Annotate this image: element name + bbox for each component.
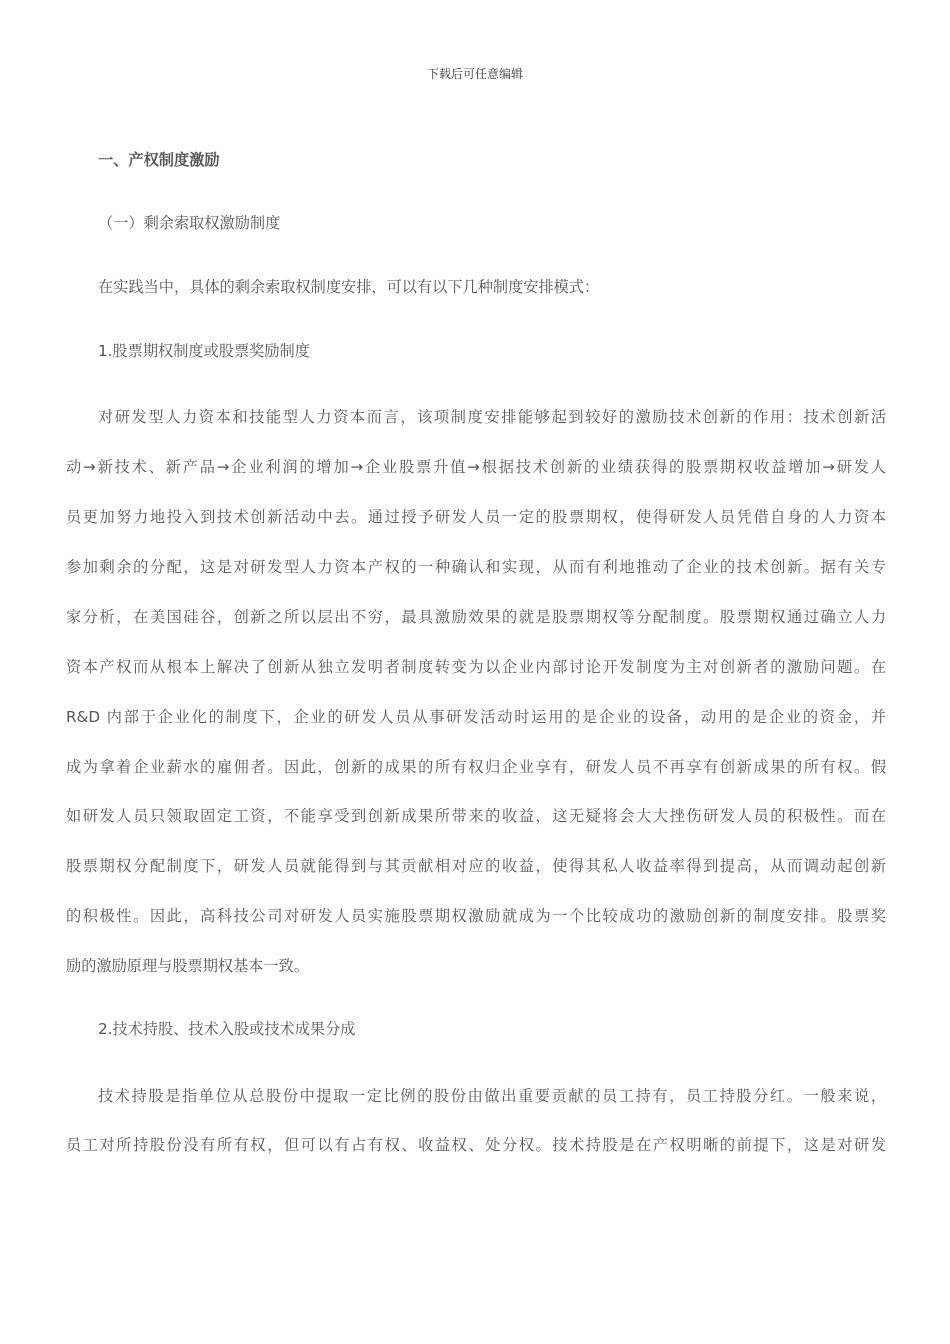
paragraph-line: 资本产权而从根本上解决了创新从独立发明者制度转变为以企业内部讨论开发制度为主对创新者的激励问题。在 xyxy=(66,658,886,676)
section-title: 一、产权制度激励 xyxy=(98,151,220,169)
paragraph-line: 参加剩余的分配，这是对研发型人力资本产权的一种确认和实现，从而有利地推动了企业的技术创新。据有关专 xyxy=(66,558,886,576)
paragraph-line: R&D 内部于企业化的制度下，企业的研发人员从事研发活动时运用的是企业的设备，动用的是企业的资金，并 xyxy=(66,708,886,726)
paragraph-line: 员工对所持股份没有所有权，但可以有占有权、收益权、处分权。技术持股是在产权明晰的前提下，这是对研发 xyxy=(66,1136,886,1154)
header-note: 下载后可任意编辑 xyxy=(426,67,523,81)
paragraph-line: 如研发人员只领取固定工资，不能享受到创新成果所带来的收益，这无疑将会大大挫伤研发人员的积极性。而在 xyxy=(66,807,886,825)
subsection-title: （一）剩余索取权激励制度 xyxy=(98,214,281,232)
paragraph-line: 员更加努力地投入到技术创新活动中去。通过授予研发人员一定的股票期权，使得研发人员凭借自身的人力资本 xyxy=(66,508,886,526)
intro-paragraph: 在实践当中，具体的剩余索取权制度安排，可以有以下几种制度安排模式： xyxy=(98,278,600,296)
paragraph-line: 动→新技术、新产品→企业利润的增加→企业股票升值→根据技术创新的业绩获得的股票期权收益增加→研发人 xyxy=(66,458,886,476)
paragraph-line: 成为拿着企业薪水的雇佣者。因此，创新的成果的所有权归企业享有，研发人员不再享有创新成果的所有权。假 xyxy=(66,758,886,776)
paragraph-line: 对研发型人力资本和技能型人力资本而言，该项制度安排能够起到较好的激励技术创新的作用：技术创新活 xyxy=(98,408,886,426)
item2-title: 2.技术持股、技术入股或技术成果分成 xyxy=(98,1020,356,1038)
paragraph-line: 股票期权分配制度下，研发人员就能得到与其贡献相对应的收益，使得其私人收益率得到提高，从而调动起创新 xyxy=(66,857,886,875)
paragraph-line: 的积极性。因此，高科技公司对研发人员实施股票期权激励就成为一个比较成功的激励创新的制度安排。股票奖 xyxy=(66,907,886,925)
item1-title: 1.股票期权制度或股票奖励制度 xyxy=(98,342,310,360)
paragraph-line: 励的激励原理与股票期权基本一致。 xyxy=(66,957,309,975)
paragraph-line: 家分析，在美国硅谷，创新之所以层出不穷，最具激励效果的就是股票期权等分配制度。股票期权通过确立人力 xyxy=(66,608,886,626)
paragraph-line: 技术持股是指单位从总股份中提取一定比例的股份由做出重要贡献的员工持有，员工持股分红。一般来说， xyxy=(98,1087,886,1105)
